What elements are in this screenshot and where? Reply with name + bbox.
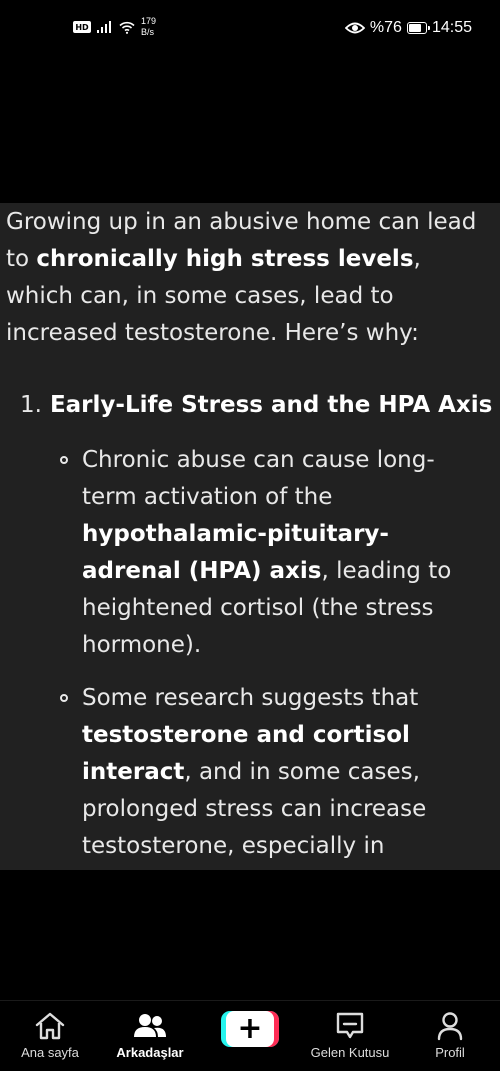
status-bar (0, 0, 500, 60)
bottom-navigation (0, 1000, 500, 1071)
bullet-bold: testosterone and cortisol interact (82, 722, 410, 785)
network-speed-value: 179 (141, 16, 157, 26)
wifi-icon (119, 21, 135, 34)
list-number: 1. (20, 392, 42, 418)
intro-bold: chronically high stress levels (36, 246, 414, 272)
nav-home[interactable] (0, 1011, 100, 1060)
nav-friends-label: Arkadaşlar (116, 1045, 184, 1060)
bullet-text-2: , and in some cases, prolonged stress can increase testosterone, especially in (82, 759, 427, 859)
network-speed (141, 16, 156, 38)
intro-text-1: Growing up in an abusive home can lead to (6, 209, 477, 272)
bullet-dot (60, 456, 68, 464)
bullet-text-1: Chronic abuse can cause long-term activation of the (82, 447, 435, 510)
list-heading (20, 387, 492, 424)
bullet-text (82, 680, 462, 865)
list-item (60, 680, 460, 865)
nav-home-label: Ana sayfa (21, 1045, 79, 1060)
battery-icon (407, 22, 427, 34)
intro-paragraph (6, 204, 494, 352)
bullet-bold: hypothalamic-pituitary-adrenal (HPA) axis (82, 521, 389, 584)
list-item (60, 442, 460, 664)
eye-icon (345, 21, 365, 35)
clock: 14:55 (431, 19, 472, 36)
status-right (345, 19, 472, 37)
friends-icon (132, 1011, 168, 1041)
nav-inbox[interactable] (300, 1011, 400, 1060)
nav-profile-label: Profil (435, 1045, 465, 1060)
profile-icon (434, 1011, 466, 1041)
nav-inbox-label: Gelen Kutusu (310, 1045, 390, 1060)
battery-fill (409, 24, 421, 32)
article-panel (0, 203, 500, 870)
bullet-dot (60, 694, 68, 702)
intro-text-2: , which can, in some cases, lead to increased testosterone. Here’s why: (6, 246, 421, 346)
hd-badge: HD (73, 21, 91, 33)
bullet-text-1: Some research suggests that (82, 685, 419, 711)
nav-friends[interactable] (100, 1011, 200, 1060)
home-icon (34, 1011, 66, 1041)
signal-icon (97, 21, 113, 33)
create-button[interactable] (221, 1011, 279, 1047)
network-speed-unit: B/s (141, 27, 155, 37)
plus-icon: + (226, 1011, 274, 1047)
bullet-text-2: , leading to heightened cortisol (the stress hormone). (82, 558, 452, 658)
nav-profile[interactable] (400, 1011, 500, 1060)
status-left (73, 16, 156, 38)
bullet-text (82, 442, 462, 664)
inbox-icon (334, 1011, 366, 1041)
battery-percentage: %76 (369, 19, 402, 36)
list-title: Early-Life Stress and the HPA Axis (49, 392, 493, 418)
